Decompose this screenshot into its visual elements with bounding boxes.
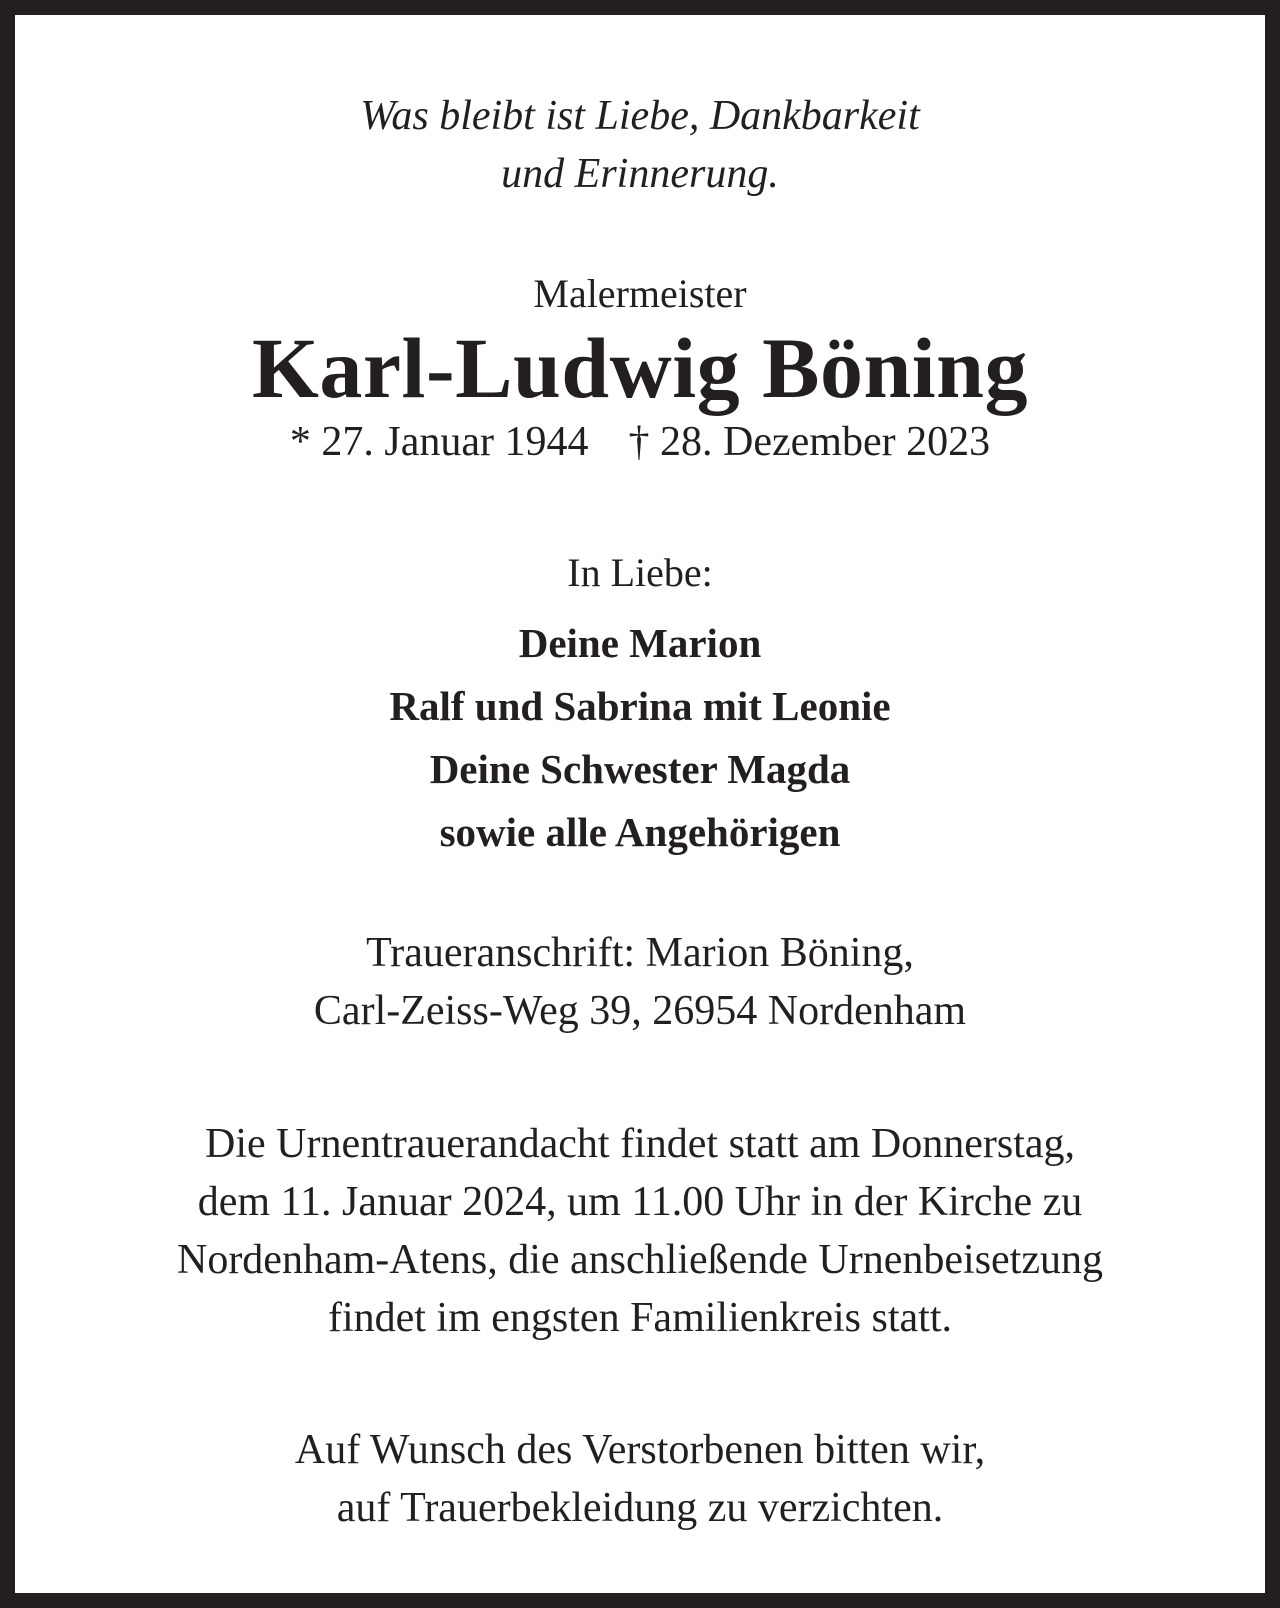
mourner-name: Deine Marion: [518, 620, 762, 666]
mourners-list: [30, 612, 1250, 864]
request-line: Auf Wunsch des Verstorbenen bitten wir,: [294, 1427, 986, 1473]
service-line: Nordenham-Atens, die anschließende Urnenbeisetzung: [176, 1237, 1103, 1283]
life-dates: [30, 414, 1250, 470]
service-line: findet im engsten Familienkreis statt.: [327, 1295, 953, 1341]
address-line: Carl-Zeiss-Weg 39, 26954 Nordenham: [313, 988, 967, 1034]
service-line: dem 11. Januar 2024, um 11.00 Uhr in der Kirche zu: [197, 1179, 1083, 1225]
motto-line: Was bleibt ist Liebe, Dankbarkeit: [360, 93, 920, 139]
service-line: Die Urnentrauerandacht findet statt am Donnerstag,: [204, 1121, 1075, 1167]
service-announcement: [30, 1115, 1250, 1347]
obituary-content: [30, 30, 1250, 1578]
mourner-name: Ralf und Sabrina mit Leonie: [389, 683, 891, 729]
dress-request: [30, 1421, 1250, 1537]
mourner-name: sowie alle Angehörigen: [439, 809, 841, 855]
motto: [30, 87, 1250, 203]
motto-line: und Erinnerung.: [501, 151, 779, 197]
profession: Malermeister: [533, 271, 747, 316]
mourners-intro: In Liebe:: [567, 550, 713, 595]
death-date: † 28. Dezember 2023: [628, 419, 991, 465]
birth-date: * 27. Januar 1944: [289, 419, 589, 465]
mourner-name: Deine Schwester Magda: [429, 746, 851, 792]
request-line: auf Trauerbekleidung zu verzichten.: [336, 1485, 944, 1531]
address-line: Traueranschrift: Marion Böning,: [366, 930, 914, 976]
mourning-address: [30, 924, 1250, 1040]
deceased-name: Karl-Ludwig Böning: [251, 320, 1029, 416]
